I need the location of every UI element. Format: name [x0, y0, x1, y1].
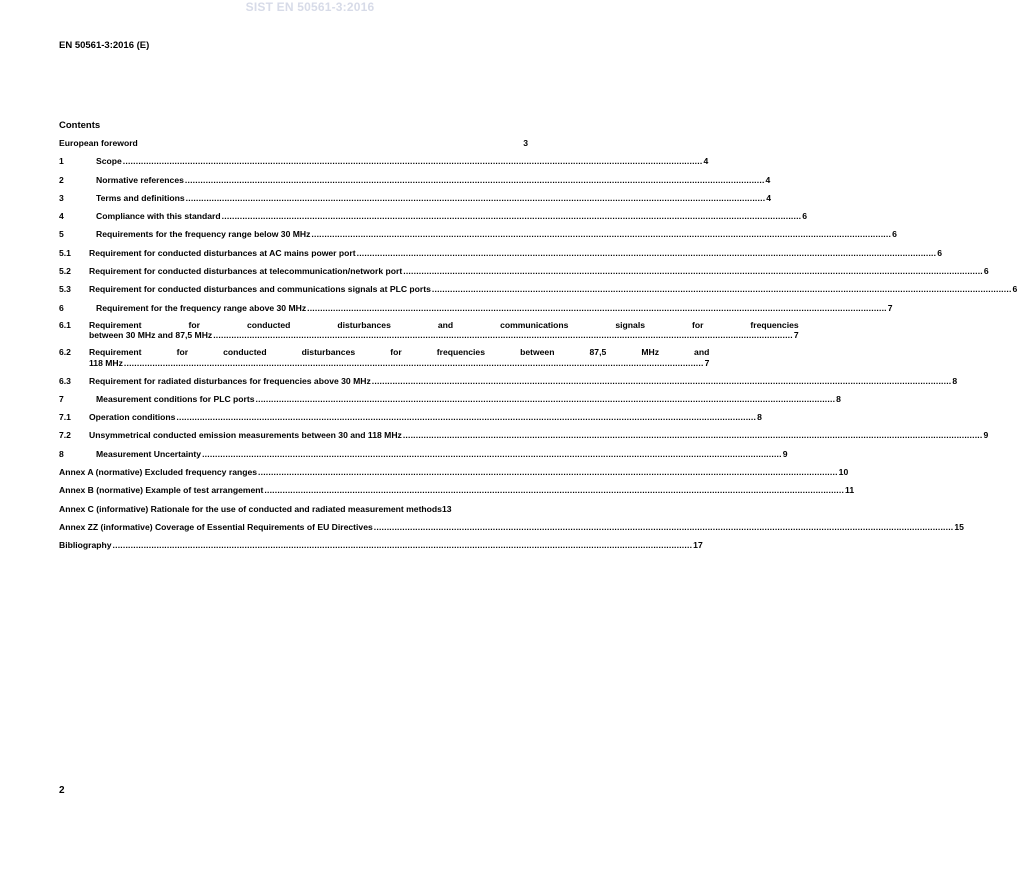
toc-entry-number: 4	[59, 211, 64, 222]
watermark: SIST EN 50561-3:2016	[245, 0, 375, 14]
toc-entry-title: Bibliography	[59, 540, 112, 551]
toc-entry-5-2[interactable]	[59, 265, 989, 277]
toc-entry-page: 9	[983, 430, 989, 441]
toc-entry-number: 5.1	[59, 247, 71, 258]
toc-entry-bibliography[interactable]	[59, 539, 703, 551]
toc-leader	[307, 302, 887, 314]
toc-entry-5-3[interactable]	[59, 283, 1017, 295]
table-of-contents	[59, 137, 1017, 558]
toc-entry-number: 5.2	[59, 266, 71, 277]
toc-leader	[258, 466, 838, 478]
toc-entry-title: Operation conditions	[89, 412, 176, 423]
document-identifier: EN 50561-3:2016 (E)	[59, 40, 150, 51]
toc-entry-page: 6	[1012, 284, 1017, 295]
toc-entry-page: 10	[838, 467, 849, 478]
toc-entry-page: 6	[802, 211, 808, 222]
toc-leader	[403, 265, 983, 277]
toc-entry-5[interactable]	[59, 228, 897, 240]
toc-entry-page: 4	[766, 192, 772, 203]
toc-entry-6[interactable]	[59, 302, 893, 314]
toc-entry-number: 7.1	[59, 412, 71, 423]
toc-entry-title: Annex B (normative) Example of test arrangement	[59, 485, 264, 496]
toc-leader	[202, 448, 782, 460]
toc-leader	[213, 330, 793, 341]
toc-entry-title: Unsymmetrical conducted emission measurements between 30 and 118 MHz	[89, 430, 402, 441]
toc-entry-page: 13	[441, 503, 452, 514]
toc-entry-page: 4	[765, 174, 771, 185]
toc-entry-page: 6	[937, 247, 943, 258]
toc-entry-title: Annex ZZ (informative) Coverage of Essential Requirements of EU Directives	[59, 521, 373, 532]
toc-entry-title: Annex A (normative) Excluded frequency ranges	[59, 467, 258, 478]
toc-entry-title: Requirement for conducted disturbances at telecommunication/network port	[89, 266, 403, 277]
toc-entry-3[interactable]	[59, 192, 772, 204]
toc-entry-6-3[interactable]	[59, 375, 958, 387]
toc-leader	[176, 411, 756, 423]
toc-entry-page: 8	[836, 393, 841, 404]
toc-entry-page: 8	[757, 412, 762, 423]
toc-entry-number: 6.1	[59, 319, 71, 330]
toc-leader	[372, 375, 952, 387]
toc-leader	[374, 521, 954, 533]
toc-entry-title: Compliance with this standard	[96, 211, 221, 222]
toc-entry-number: 3	[59, 192, 64, 203]
toc-entry-6-2[interactable]	[59, 347, 710, 368]
toc-entry-number: 6.2	[59, 347, 71, 358]
toc-leader	[256, 393, 836, 405]
toc-entry-title: Requirement for conducted disturbances and communications signals at PLC ports	[89, 284, 431, 295]
toc-entry-page: 17	[693, 540, 703, 551]
page-number: 2	[59, 785, 65, 796]
toc-entry-page: 7	[793, 330, 799, 341]
toc-entry-number: 8	[59, 448, 64, 459]
toc-leader	[185, 174, 765, 186]
toc-entry-title: Annex C (informative) Rationale for the use of conducted and radiated measurement methods	[59, 503, 442, 514]
toc-entry-title: Scope	[96, 156, 122, 167]
toc-entry-title: Measurement Uncertainty	[96, 448, 202, 459]
toc-leader	[357, 247, 937, 259]
toc-leader	[186, 192, 766, 204]
toc-entry-1[interactable]	[59, 155, 709, 167]
toc-entry-page: 11	[845, 485, 855, 496]
toc-entry-title: Terms and definitions	[96, 192, 185, 203]
toc-leader	[264, 484, 844, 496]
toc-leader	[432, 283, 1012, 295]
toc-entry-title: Measurement conditions for PLC ports	[96, 393, 255, 404]
toc-entry-title: European foreword	[59, 138, 138, 148]
toc-entry-title-line1: Requirement for conducted disturbances and communications signals for frequencies	[89, 319, 799, 330]
toc-leader	[124, 358, 704, 369]
toc-entry-annex-a[interactable]	[59, 466, 849, 478]
toc-entry-page: 7	[704, 357, 710, 368]
toc-leader	[123, 155, 703, 167]
toc-entry-number: 7.2	[59, 430, 71, 441]
toc-entry-5-1[interactable]	[59, 247, 943, 259]
toc-entry-title: Normative references	[96, 174, 184, 185]
toc-entry-title-line2: between 30 MHz and 87,5 MHz	[89, 330, 213, 341]
toc-entry-number: 6	[59, 302, 64, 313]
toc-leader	[311, 228, 891, 240]
toc-entry-number: 2	[59, 174, 64, 185]
toc-leader	[113, 539, 693, 551]
toc-entry-page: 15	[954, 521, 964, 532]
toc-entry-page: 6	[892, 229, 897, 240]
toc-entry-number: 7	[59, 393, 64, 404]
toc-entry-page: 3	[523, 138, 528, 148]
toc-entry-page: 9	[782, 448, 788, 459]
toc-entry-number: 5.3	[59, 284, 71, 295]
toc-entry-title-line1: Requirement for conducted disturbances for frequencies between 87,5 MHz and	[89, 347, 710, 358]
toc-entry-annex-zz[interactable]	[59, 521, 964, 533]
toc-entry-annex-c[interactable]	[59, 503, 530, 515]
toc-entry-number: 1	[59, 156, 64, 167]
toc-entry-annex-b[interactable]	[59, 484, 855, 496]
toc-entry-page: 4	[703, 156, 709, 167]
toc-entry-title-line2: 118 MHz	[89, 357, 123, 368]
toc-leader	[403, 429, 983, 441]
toc-entry-7-2[interactable]	[59, 429, 989, 441]
toc-entry-title: Requirements for the frequency range below 30 MHz	[96, 229, 311, 240]
toc-entry-7[interactable]	[59, 393, 841, 405]
toc-entry-4[interactable]	[59, 210, 808, 222]
toc-entry-8[interactable]	[59, 448, 788, 460]
toc-entry-title: Requirement for the frequency range above 30 MHz	[96, 302, 307, 313]
toc-entry-page: 8	[952, 375, 958, 386]
toc-entry-number: 6.3	[59, 375, 71, 386]
toc-entry-number: 5	[59, 229, 64, 240]
toc-entry-title: Requirement for radiated disturbances for frequencies above 30 MHz	[89, 375, 371, 386]
toc-entry-6-1[interactable]	[59, 319, 799, 341]
toc-entry-page: 6	[983, 266, 989, 277]
toc-leader	[222, 210, 802, 222]
toc-entry-2[interactable]	[59, 174, 771, 186]
contents-heading: Contents	[59, 120, 101, 131]
toc-entry-foreword[interactable]	[59, 137, 530, 149]
toc-entry-title: Requirement for conducted disturbances at AC mains power port	[89, 247, 356, 258]
toc-entry-page: 7	[887, 302, 893, 313]
toc-entry-7-1[interactable]	[59, 411, 762, 423]
